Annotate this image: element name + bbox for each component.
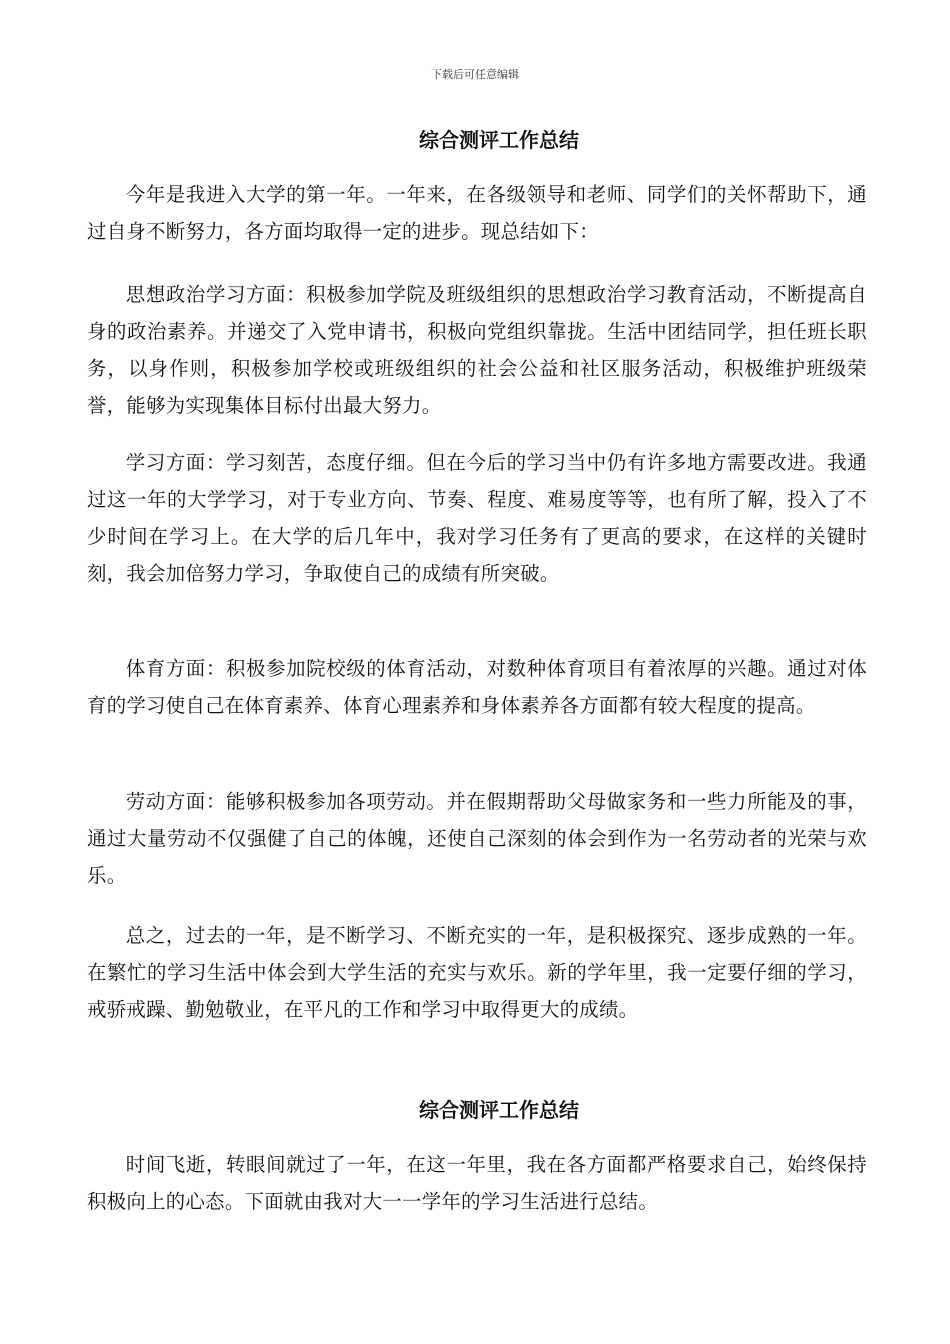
paragraph-labor: 劳动方面：能够积极参加各项劳动。并在假期帮助父母做家务和一些力所能及的事，通过大量劳动不仅强健了自己的体魄，还使自己深刻的体会到作为一名劳动者的光荣与欢乐。 (87, 790, 867, 887)
paragraph-conclusion: 总之，过去的一年，是不断学习、不断充实的一年，是积极探究、逐步成熟的一年。在繁忙的学习生活中体会到大学生活的充实与欢乐。新的学年里，我一定要仔细的学习，戒骄戒躁、勤勉敬业，在平凡的工作和学习中取得更大的成绩。 (87, 924, 867, 1021)
paragraph-sports: 体育方面：积极参加院校级的体育活动，对数种体育项目有着浓厚的兴趣。通过对体育的学习使自己在体育素养、体育心理素养和身体素养各方面都有较大程度的提高。 (87, 657, 867, 717)
section-title-2: 综合测评工作总结 (419, 1098, 579, 1122)
section-title: 综合测评工作总结 (419, 128, 579, 152)
paragraph-intro: 今年是我进入大学的第一年。一年来，在各级领导和老师、同学们的关怀帮助下，通过自身不断努力，各方面均取得一定的进步。现总结如下： (87, 183, 867, 243)
paragraph-second-intro: 时间飞逝，转眼间就过了一年，在这一年里，我在各方面都严格要求自己，始终保持积极向上的心态。下面就由我对大一一学年的学习生活进行总结。 (87, 1153, 867, 1213)
header-note: 下载后可任意编辑 (431, 68, 519, 81)
paragraph-political: 思想政治学习方面：积极参加学院及班级组织的思想政治学习教育活动，不断提高自身的政治素养。并递交了入党申请书，积极向党组织靠拢。生活中团结同学，担任班长职务，以身作则，积极参加学校或班级组织的社会公益和社区服务活动，积极维护班级荣誉，能够为实现集体目标付出最大努力。 (87, 283, 867, 417)
paragraph-study: 学习方面：学习刻苦，态度仔细。但在今后的学习当中仍有许多地方需要改进。我通过这一年的大学学习，对于专业方向、节奏、程度、难易度等等，也有所了解，投入了不少时间在学习上。在大学的后几年中，我对学习任务有了更高的要求，在这样的关键时刻，我会加倍努力学习，争取使自己的成绩有所突破。 (87, 451, 867, 585)
